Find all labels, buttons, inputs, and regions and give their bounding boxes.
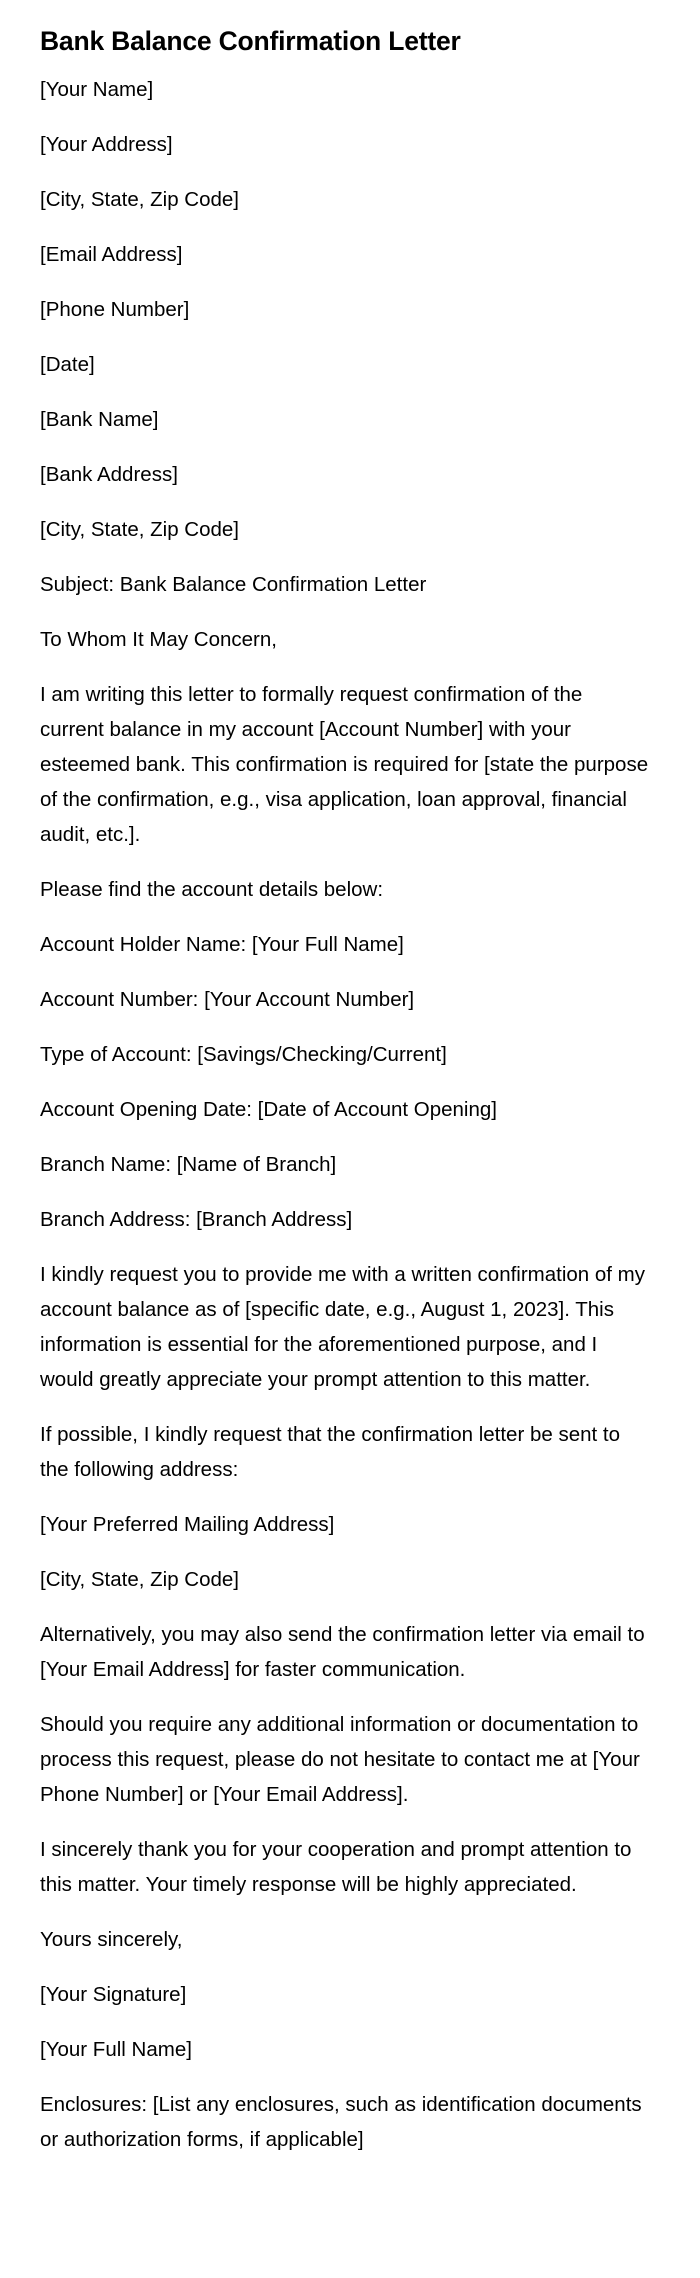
closing: Yours sincerely,	[40, 1928, 183, 1951]
sender-name: [Your Name]	[40, 78, 154, 101]
account-type: Type of Account: [Savings/Checking/Current]	[40, 1043, 447, 1066]
sender-email: [Email Address]	[40, 243, 183, 266]
preferred-city-state-zip: [City, State, Zip Code]	[40, 1568, 240, 1591]
intro-paragraph: I am writing this letter to formally request confirmation of the current balance in my account [Account Number] with your esteemed bank. This confirmation is required for [state the purpose of the confirmation, e.g., visa application, loan approval, financial audit, etc.].	[40, 683, 649, 846]
branch-address: Branch Address: [Branch Address]	[40, 1208, 353, 1231]
signature-placeholder: [Your Signature]	[40, 1983, 187, 2006]
signer-full-name: [Your Full Name]	[40, 2038, 192, 2061]
preferred-mailing-address: [Your Preferred Mailing Address]	[40, 1513, 335, 1536]
branch-name: Branch Name: [Name of Branch]	[40, 1153, 337, 1176]
letter-title: Bank Balance Confirmation Letter	[40, 26, 461, 56]
account-details-intro: Please find the account details below:	[40, 878, 384, 901]
bank-city-state-zip: [City, State, Zip Code]	[40, 518, 240, 541]
sender-phone: [Phone Number]	[40, 298, 190, 321]
account-opening-date: Account Opening Date: [Date of Account Opening]	[40, 1098, 497, 1121]
account-number: Account Number: [Your Account Number]	[40, 988, 415, 1011]
request-paragraph: I kindly request you to provide me with a written confirmation of my account balance as of [specific date, e.g., August 1, 2023]. This information is essential for the aforementioned purpose, and I would greatly appreciate your prompt attention to this matter.	[40, 1263, 646, 1391]
thanks-paragraph: I sincerely thank you for your cooperation and prompt attention to this matter. Your timely response will be highly appreciated.	[40, 1838, 632, 1896]
sender-address: [Your Address]	[40, 133, 173, 156]
salutation: To Whom It May Concern,	[40, 628, 277, 651]
letter-date: [Date]	[40, 353, 95, 376]
bank-name: [Bank Name]	[40, 408, 159, 431]
subject-line: Subject: Bank Balance Confirmation Letter	[40, 573, 427, 596]
additional-info-paragraph: Should you require any additional information or documentation to process this request, please do not hesitate to contact me at [Your Phone Number] or [Your Email Address].	[40, 1713, 640, 1806]
account-holder-name: Account Holder Name: [Your Full Name]	[40, 933, 404, 956]
sender-city-state-zip: [City, State, Zip Code]	[40, 188, 240, 211]
enclosures: Enclosures: [List any enclosures, such as identification documents or authorization forms, if applicable]	[40, 2093, 642, 2151]
email-alternative-paragraph: Alternatively, you may also send the confirmation letter via email to [Your Email Address] for faster communication.	[40, 1623, 645, 1681]
bank-address: [Bank Address]	[40, 463, 178, 486]
mailing-request-paragraph: If possible, I kindly request that the confirmation letter be sent to the following address:	[40, 1423, 621, 1481]
